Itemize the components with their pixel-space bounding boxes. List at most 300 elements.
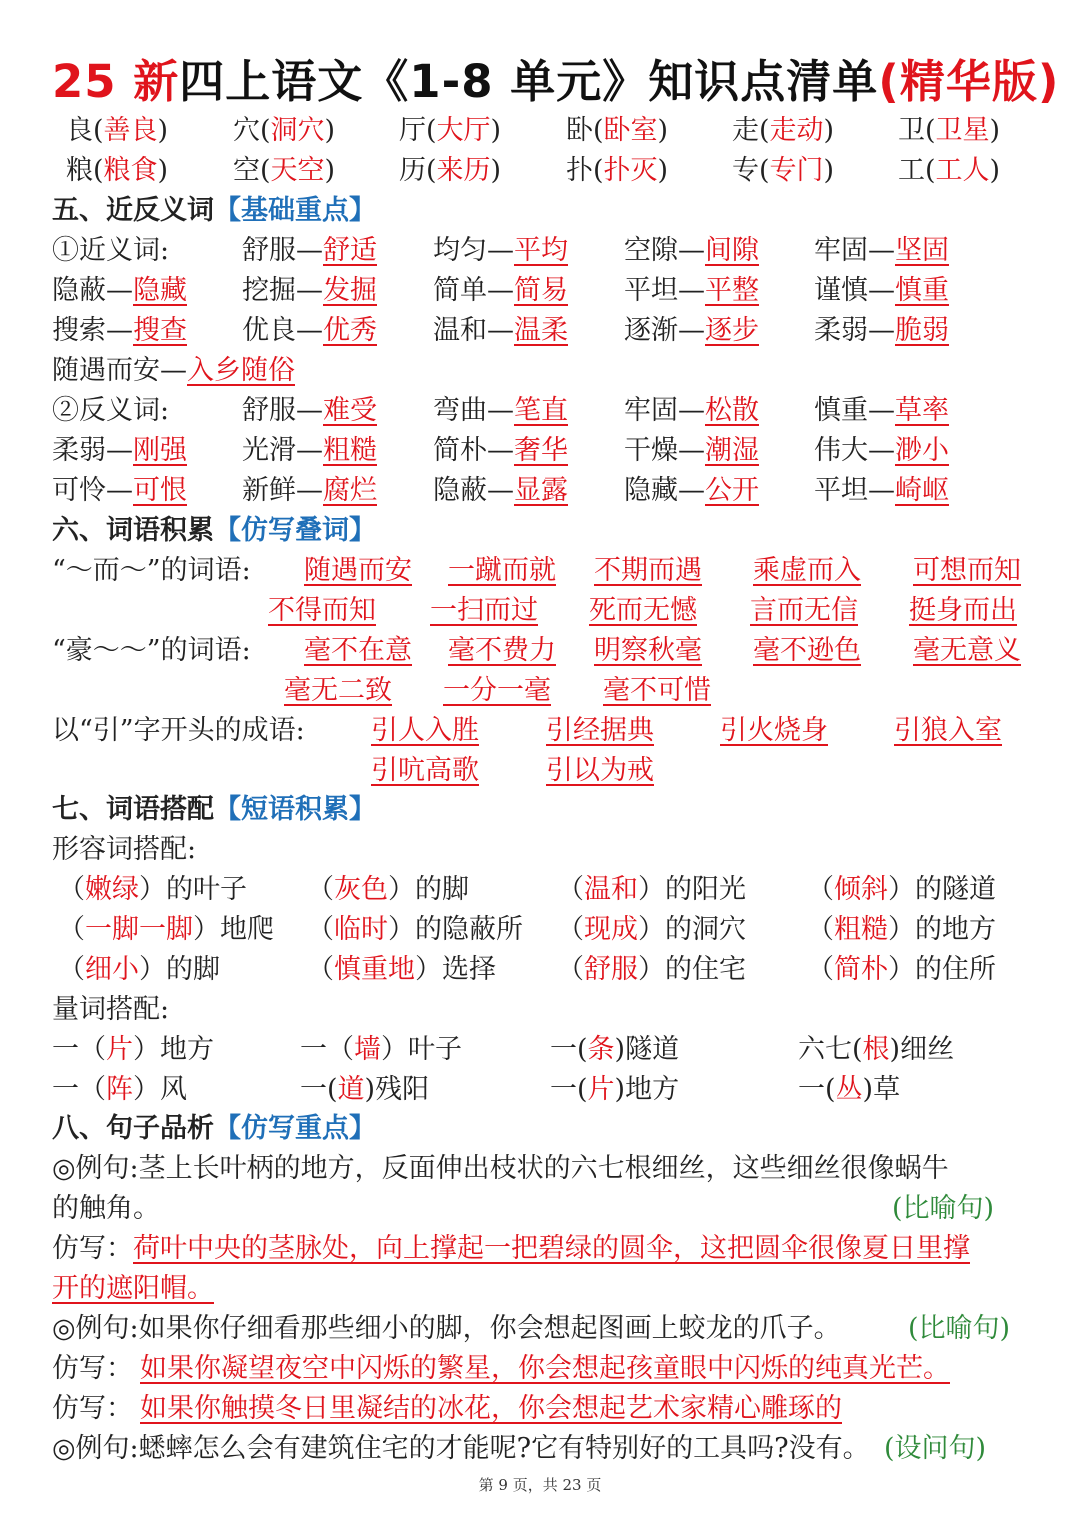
char-item [898,151,1000,191]
collocation-item [557,910,746,950]
word: 简单— [433,275,514,306]
word-pair [624,231,759,271]
idiom-answer: 乘虚而入 [753,555,861,586]
page-title [52,50,1060,114]
word-pair [242,271,377,311]
suffix: )草 [862,1074,901,1105]
suffix: ）风 [133,1074,187,1105]
paren: ( [93,115,104,146]
collocation-answer: 细小 [85,954,139,985]
idiom-answer: 一蹴而就 [448,555,556,586]
section-heading-synonyms-antonyms [52,191,376,231]
collocation-item [307,870,469,910]
idiom-answer: 不期而遇 [594,555,702,586]
word-answer: 奢华 [514,435,568,466]
word: 空隙— [624,235,705,266]
idiom-row [0,591,1080,631]
section-heading-collocations [52,790,376,830]
idiom-answer: 引人入胜 [371,715,479,746]
paren: （ [58,914,85,945]
word-answer: 专门 [769,155,824,186]
paren: ） [888,874,915,905]
word-answer: 大厅 [436,115,491,146]
collocation-label-row [0,830,1080,870]
word-answer: 搜查 [133,315,187,346]
character: 空 [233,155,260,186]
char-item [732,111,834,151]
measure-word-answer: 墙 [354,1034,381,1065]
char-item [233,111,335,151]
collocation-item [807,950,996,990]
idiom-answer: 引狼入室 [894,715,1002,746]
section-title: 六、词语积累 [52,515,214,546]
section-title: 七、词语搭配 [52,794,214,825]
word-pair-row [0,431,1080,471]
collocation-answer: 灰色 [334,874,388,905]
measure-word-item [798,1070,900,1110]
imitation-sentence [0,1389,1080,1429]
word: 谨慎— [814,275,895,306]
char-word-row [0,151,1080,191]
character: 扑 [566,155,593,186]
prefix: 一( [300,1074,338,1105]
word-answer: 笔直 [514,395,568,426]
character: 厅 [399,115,426,146]
word: 简朴— [433,435,514,466]
word-pair-row [0,311,1080,351]
word: 平坦— [624,275,705,306]
suffix: )地方 [614,1074,680,1105]
category-label: ②反义词: [52,395,170,426]
word-answer: 慎重 [895,275,949,306]
collocation-answer: 慎重地 [334,954,415,985]
paren: ( [93,155,104,186]
paren: ( [260,115,271,146]
imitation-answer: 开的遮阳帽。 [52,1273,214,1304]
word-pair [624,271,759,311]
word: 光滑— [242,435,323,466]
word-answer: 坚固 [895,235,949,266]
paren: ) [823,155,835,186]
paren: ) [324,115,336,146]
paren: ) [657,155,669,186]
collocation-item [58,910,274,950]
word-pair [624,431,759,471]
idiom-answer: 毫不逊色 [753,635,861,666]
word-answer: 来历 [436,155,491,186]
collocation-item [307,910,523,950]
idiom-answer: 毫不在意 [304,635,412,666]
paren: （ [557,914,584,945]
char-item [399,111,501,151]
measure-word-item [300,1070,429,1110]
suffix: )残阳 [364,1074,430,1105]
paren: （ [557,874,584,905]
word-pair [433,431,568,471]
word: 均匀— [433,235,514,266]
collocation-row [0,910,1080,950]
char-item [898,111,1000,151]
word-pair [242,431,377,471]
collocation-item [58,950,220,990]
idiom-answer: 言而无信 [750,595,858,626]
idiom-answer: 明察秋毫 [594,635,702,666]
collocation-text: 的叶子 [166,874,247,905]
paren: ） [139,874,166,905]
word-answer: 优秀 [323,315,377,346]
word: 干燥— [624,435,705,466]
paren: ） [388,914,415,945]
measure-word-answer: 丛 [835,1074,863,1105]
word-answer: 扑灭 [603,155,658,186]
section-tag: 【仿写叠词】 [214,515,376,546]
collocation-row [0,870,1080,910]
sentence-type-label: (比喻句) [892,1193,995,1224]
word: 慎重— [814,395,895,426]
prefix: 一（ [52,1074,106,1105]
word-answer: 松散 [705,395,759,426]
paren: （ [307,914,334,945]
paren: ( [593,115,604,146]
collocation-item [807,870,996,910]
word-answer: 粮食 [103,155,158,186]
character: 卫 [898,115,925,146]
word-pair-row [0,391,1080,431]
idiom-answer: 可想而知 [913,555,1021,586]
paren: ） [888,954,915,985]
paren: ( [593,155,604,186]
measure-word-row [0,1030,1080,1070]
measure-word-answer: 条 [587,1034,615,1065]
idiom-answer: 挺身而出 [909,595,1017,626]
character: 卧 [566,115,593,146]
word: 柔弱— [52,435,133,466]
idiom-answer: 一扫而过 [430,595,538,626]
imitation-label: 仿写： [52,1233,133,1264]
word-pair [433,391,568,431]
paren: （ [307,874,334,905]
paren: （ [307,954,334,985]
paren: ） [638,954,665,985]
word-answer: 天空 [270,155,325,186]
word-pair [624,471,759,511]
char-item [66,151,168,191]
measure-word-item [52,1070,187,1110]
measure-word-answer: 道 [337,1074,365,1105]
category-label: “豪～～”的词语: [52,635,251,666]
word-answer: 发掘 [323,275,377,306]
prefix: 一（ [52,1034,106,1065]
measure-word-answer: 片 [587,1074,615,1105]
word-answer: 走动 [769,115,824,146]
word: 隐蔽— [433,475,514,506]
word: 舒服— [242,235,323,266]
paren: ) [657,115,669,146]
collocation-text: 的脚 [415,874,469,905]
paren: ( [925,155,936,186]
collocation-answer: 一脚一脚 [85,914,193,945]
paren: （ [58,954,85,985]
char-item [233,151,335,191]
paren: ( [925,115,936,146]
paren: ) [989,115,1001,146]
measure-word-answer: 阵 [106,1074,133,1105]
character: 穴 [233,115,260,146]
paren: ） [888,914,915,945]
example-text: ◎例句:蟋蟀怎么会有建筑住宅的才能呢?它有特别好的工具吗?没有。 [52,1433,870,1464]
paren: ） [638,914,665,945]
word-answer: 难受 [323,395,377,426]
word-pair [433,471,568,511]
word-answer: 刚强 [133,435,187,466]
word-answer: 腐烂 [323,475,377,506]
paren: ） [415,954,442,985]
word-pair [52,311,187,351]
idiom-row [0,711,1080,751]
idiom-answer: 随遇而安 [304,555,412,586]
title-main: 四上语文《1-8 单元》知识点清单 [179,55,879,108]
word-pair [242,311,377,351]
idiom-answer: 不得而知 [268,595,376,626]
collocation-text: 的隧道 [915,874,996,905]
char-item [399,151,501,191]
idiom-row [0,631,1080,671]
word: 随遇而安— [52,355,187,386]
word-answer: 粗糙 [323,435,377,466]
word: 挖掘— [242,275,323,306]
collocation-text: 的地方 [915,914,996,945]
section-heading-word-accumulation [52,511,376,551]
idiom-answer: 毫不可惜 [603,675,711,706]
example-text: ◎例句:如果你仔细看那些细小的脚，你会想起图画上蛟龙的爪子。 [52,1313,841,1344]
page-footer: 第 9 页，共 23 页 [478,1476,602,1494]
word-answer: 渺小 [895,435,949,466]
word: 可怜— [52,475,133,506]
word-answer: 脆弱 [895,315,949,346]
word-answer: 卫星 [935,115,990,146]
collocation-item [58,870,247,910]
word-answer: 间隙 [705,235,759,266]
collocation-answer: 简朴 [834,954,888,985]
word: 隐藏— [624,475,705,506]
suffix: ）地方 [133,1034,214,1065]
imitation-sentence [0,1229,1080,1269]
word: 隐蔽— [52,275,133,306]
example-sentence [0,1149,1080,1189]
word-answer: 公开 [705,475,759,506]
paren: ) [989,155,1001,186]
paren: ( [426,115,437,146]
imitation-answer: 荷叶中央的茎脉处，向上撑起一把碧绿的圆伞，这把圆伞很像夏日里撑 [133,1233,970,1264]
collocation-answer: 嫩绿 [85,874,139,905]
char-item [566,111,668,151]
measure-word-item [52,1030,214,1070]
word-pair [242,391,377,431]
word-answer: 卧室 [603,115,658,146]
idiom-answer: 引经据典 [546,715,654,746]
collocation-answer: 现成 [584,914,638,945]
character: 粮 [66,155,93,186]
word-pair [52,431,187,471]
collocation-text: 的隐蔽所 [415,914,523,945]
word-pair [624,311,759,351]
collocation-answer: 粗糙 [834,914,888,945]
suffix: )隧道 [614,1034,680,1065]
word-answer: 平整 [705,275,759,306]
word-answer: 善良 [103,115,158,146]
imitation-label: 仿写： [52,1393,133,1424]
collocation-text: 的洞穴 [665,914,746,945]
collocation-item [307,950,496,990]
prefix: 一( [798,1074,836,1105]
collocation-answer: 舒服 [584,954,638,985]
paren: ( [759,155,770,186]
title-prefix: 25 新 [52,55,180,108]
word-answer: 显露 [514,475,568,506]
collocation-text: 选择 [442,954,496,985]
word-pair [624,391,759,431]
word-pair [52,271,187,311]
word: 舒服— [242,395,323,426]
word: 柔弱— [814,315,895,346]
sentence-type-label: (比喻句) [908,1313,1011,1344]
prefix: 一( [550,1074,588,1105]
collocation-text: 的阳光 [665,874,746,905]
example-text: ◎例句:茎上长叶柄的地方，反面伸出枝状的六七根细丝，这些细丝很像蜗牛 [52,1153,949,1184]
word: 牢固— [814,235,895,266]
paren: ( [426,155,437,186]
prefix: 六七( [798,1034,863,1065]
character: 走 [732,115,759,146]
measure-word-item [550,1070,679,1110]
word-answer: 工人 [935,155,990,186]
example-sentence [0,1429,1080,1469]
section-tag: 【短语积累】 [214,794,376,825]
measure-word-answer: 片 [106,1034,133,1065]
word-pair [52,471,187,511]
word-answer: 入乡随俗 [187,355,295,386]
imitation-label: 仿写： [52,1353,133,1384]
character: 专 [732,155,759,186]
paren: ( [260,155,271,186]
section-title: 八、句子品析 [52,1113,214,1144]
word: 弯曲— [433,395,514,426]
paren: ） [638,874,665,905]
word: 平坦— [814,475,895,506]
word: 逐渐— [624,315,705,346]
idiom-answer: 毫不费力 [448,635,556,666]
word-answer: 潮湿 [705,435,759,466]
category-label: 形容词搭配: [52,834,197,865]
collocation-text: 的脚 [166,954,220,985]
paren: （ [807,914,834,945]
word-pair [814,311,949,351]
word-pair [242,471,377,511]
example-text: 的触角。 [52,1193,160,1224]
suffix: )细丝 [889,1034,955,1065]
paren: ) [823,115,835,146]
idiom-answer: 引吭高歌 [371,755,479,786]
word-answer: 隐藏 [133,275,187,306]
word-pair [52,351,295,391]
word-pair-row [0,231,1080,271]
category-label: ①近义词: [52,235,170,266]
word: 伟大— [814,435,895,466]
collocation-item [807,910,996,950]
word-pair [814,231,949,271]
section-heading-sentence-analysis [52,1109,376,1149]
imitation-sentence-cont [0,1269,1080,1309]
measure-word-item [798,1030,954,1070]
word-pair-row [0,471,1080,511]
paren: ) [157,155,169,186]
word-answer: 逐步 [705,315,759,346]
paren: ） [139,954,166,985]
paren: （ [557,954,584,985]
paren: （ [807,874,834,905]
collocation-answer: 倾斜 [834,874,888,905]
word: 牢固— [624,395,705,426]
collocation-answer: 临时 [334,914,388,945]
idiom-row [0,751,1080,791]
idiom-row [0,671,1080,711]
category-label: “～而～”的词语: [52,555,251,586]
word-answer: 崎岖 [895,475,949,506]
collocation-text: 地爬 [220,914,274,945]
prefix: 一（ [300,1034,354,1065]
word-answer: 洞穴 [270,115,325,146]
word-pair [814,391,949,431]
paren: ( [759,115,770,146]
word: 温和— [433,315,514,346]
suffix: ）叶子 [381,1034,462,1065]
char-item [566,151,668,191]
collocation-row [0,950,1080,990]
title-suffix: (精华版) [878,55,1060,108]
collocation-item [557,950,746,990]
collocation-text: 的住宅 [665,954,746,985]
measure-word-item [300,1030,462,1070]
word-pair-row [0,271,1080,311]
section-tag: 【基础重点】 [214,195,376,226]
collocation-text: 的住所 [915,954,996,985]
word-pair [814,271,949,311]
idiom-answer: 引火烧身 [720,715,828,746]
section-title: 五、近反义词 [52,195,214,226]
section-tag: 【仿写重点】 [214,1113,376,1144]
collocation-answer: 温和 [584,874,638,905]
measure-word-item [550,1030,679,1070]
paren: ) [157,115,169,146]
character: 良 [66,115,93,146]
idiom-answer: 死而无憾 [589,595,697,626]
paren: ） [193,914,220,945]
word-pair [814,431,949,471]
word-answer: 舒适 [323,235,377,266]
prefix: 一( [550,1034,588,1065]
word-answer: 温柔 [514,315,568,346]
imitation-answer: 如果你凝望夜空中闪烁的繁星，你会想起孩童眼中闪烁的纯真光芒。 [140,1353,950,1384]
measure-word-answer: 根 [862,1034,890,1065]
word-pair [433,271,568,311]
word-pair [433,311,568,351]
word: 新鲜— [242,475,323,506]
word-answer: 平均 [514,235,568,266]
word: 搜索— [52,315,133,346]
idiom-answer: 毫无二致 [284,675,392,706]
imitation-sentence [0,1349,1080,1389]
word-pair [433,231,568,271]
